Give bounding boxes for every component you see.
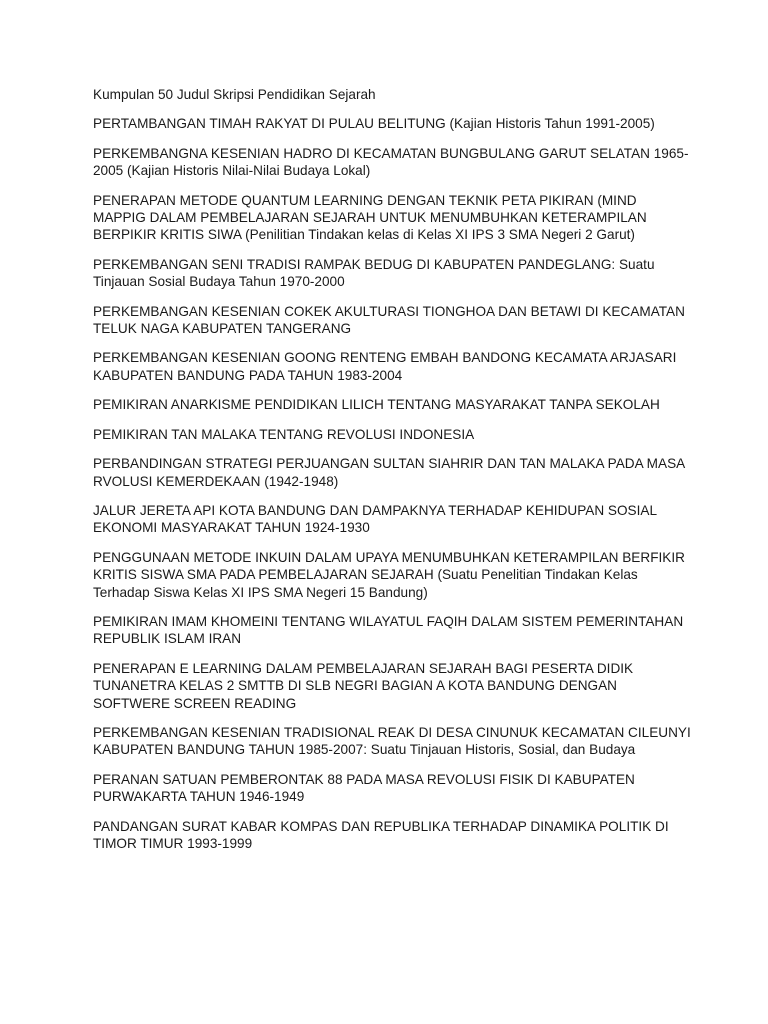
thesis-title-item: PERKEMBANGNA KESENIAN HADRO DI KECAMATAN BUNGBULANG GARUT SELATAN 1965-2005 (Kajian Historis Nilai-Nilai Budaya Lokal) — [93, 145, 689, 179]
document-page — [93, 86, 693, 864]
document-title: Kumpulan 50 Judul Skripsi Pendidikan Sejarah — [93, 87, 376, 102]
thesis-title-item: PENERAPAN METODE QUANTUM LEARNING DENGAN TEKNIK PETA PIKIRAN (MIND MAPPIG DALAM PEMBELAJARAN SEJARAH UNTUK MENUMBUHKAN KETERAMPILAN BERPIKIR KRITIS SIWA (Penilitian Tindakan kelas di Kelas XI IPS 3 SMA Negeri 2 Garut) — [93, 192, 647, 243]
thesis-title-item: PERKEMBANGAN KESENIAN GOONG RENTENG EMBAH BANDONG KECAMATA ARJASARI KABUPATEN BANDUNG PADA TAHUN 1983-2004 — [93, 350, 677, 383]
thesis-title-item: PENERAPAN E LEARNING DALAM PEMBELAJARAN SEJARAH BAGI PESERTA DIDIK TUNANETRA KELAS 2 SMTTB DI SLB NEGRI BAGIAN A KOTA BANDUNG DENGAN SOFTWERE SCREEN READING — [93, 660, 634, 711]
thesis-title-item: PENGGUNAAN METODE INKUIN DALAM UPAYA MENUMBUHKAN KETERAMPILAN BERFIKIR KRITIS SISWA SMA PADA PEMBELAJARAN SEJARAH (Suatu Penelitian Tindakan Kelas Terhadap Siswa Kelas XI IPS SMA Negeri 15 Bandung) — [93, 549, 685, 600]
thesis-title-item: PERANAN SATUAN PEMBERONTAK 88 PADA MASA REVOLUSI FISIK DI KABUPATEN PURWAKARTA TAHUN 1946-1949 — [93, 771, 635, 805]
thesis-title-item: PEMIKIRAN TAN MALAKA TENTANG REVOLUSI INDONESIA — [93, 426, 475, 442]
thesis-title-item: PEMIKIRAN ANARKISME PENDIDIKAN LILICH TENTANG MASYARAKAT TANPA SEKOLAH — [93, 397, 660, 413]
thesis-title-item: PERKEMBANGAN KESENIAN TRADISIONAL REAK DI DESA CINUNUK KECAMATAN CILEUNYI KABUPATEN BANDUNG TAHUN 1985-2007: Suatu Tinjauan Historis, Sosial, dan Budaya — [93, 724, 691, 758]
thesis-title-item: JALUR JERETA API KOTA BANDUNG DAN DAMPAKNYA TERHADAP KEHIDUPAN SOSIAL EKONOMI MASYARAKAT TAHUN 1924-1930 — [93, 502, 657, 536]
thesis-title-list — [93, 115, 693, 852]
thesis-title-item: PERKEMBANGAN KESENIAN COKEK AKULTURASI TIONGHOA DAN BETAWI DI KECAMATAN TELUK NAGA KABUPATEN TANGERANG — [93, 303, 685, 337]
thesis-title-item: PERTAMBANGAN TIMAH RAKYAT DI PULAU BELITUNG (Kajian Historis Tahun 1991-2005) — [93, 116, 655, 132]
thesis-title-item: PANDANGAN SURAT KABAR KOMPAS DAN REPUBLIKA TERHADAP DINAMIKA POLITIK DI TIMOR TIMUR 1993-1999 — [93, 818, 669, 851]
thesis-title-item: PERBANDINGAN STRATEGI PERJUANGAN SULTAN SIAHRIR DAN TAN MALAKA PADA MASA RVOLUSI KEMERDEKAAN (1942-1948) — [93, 456, 685, 489]
thesis-title-item: PERKEMBANGAN SENI TRADISI RAMPAK BEDUG DI KABUPATEN PANDEGLANG: Suatu Tinjauan Sosial Budaya Tahun 1970-2000 — [93, 256, 655, 290]
thesis-title-item: PEMIKIRAN IMAM KHOMEINI TENTANG WILAYATUL FAQIH DALAM SISTEM PEMERINTAHAN REPUBLIK ISLAM IRAN — [93, 613, 684, 647]
